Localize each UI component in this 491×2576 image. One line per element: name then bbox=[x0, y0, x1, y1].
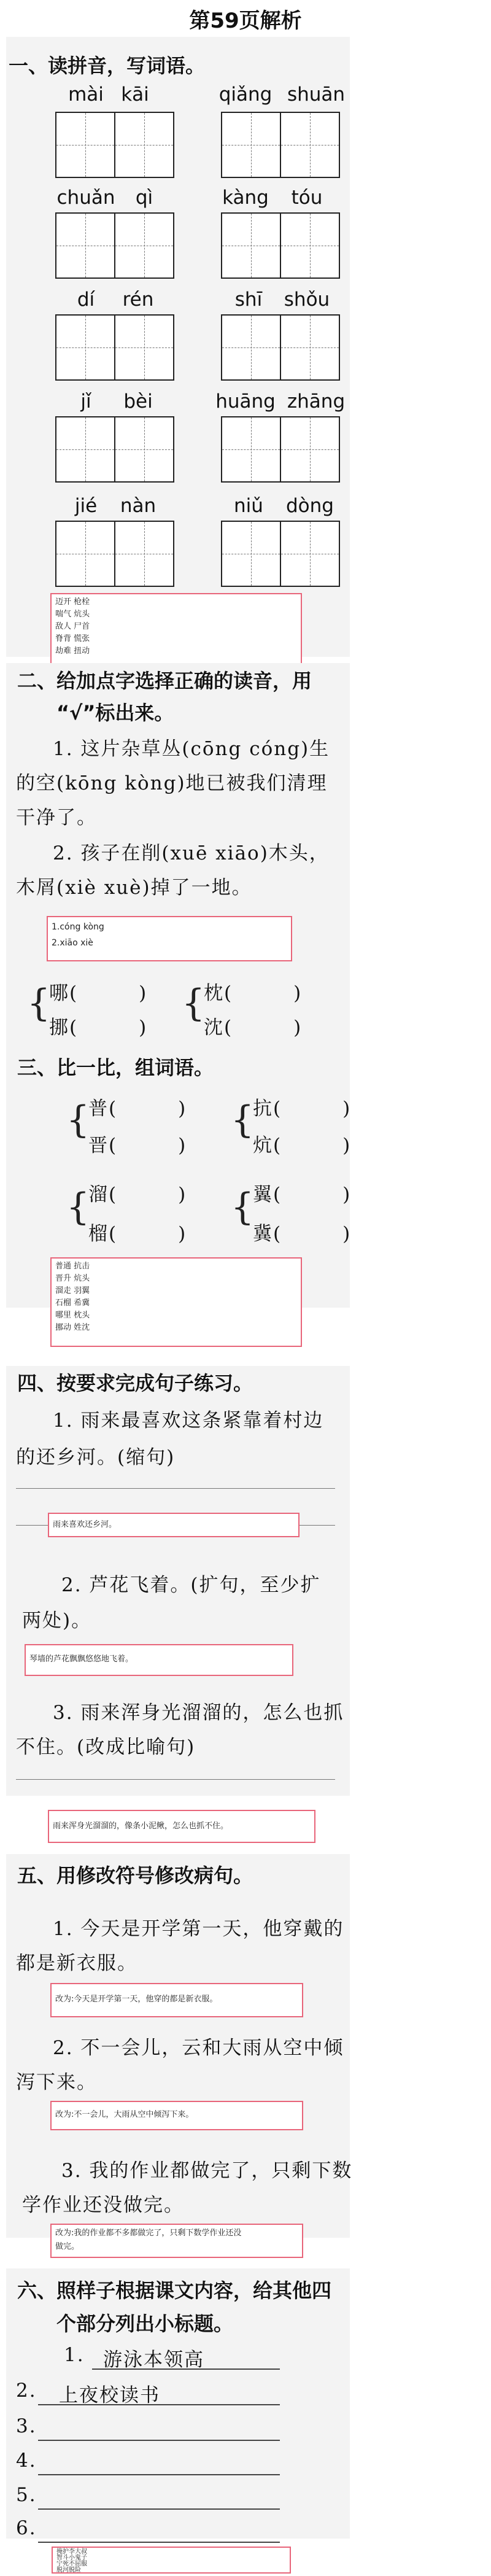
char-item: 榴( ) bbox=[88, 1223, 187, 1245]
answer-box: 琴墙的芦花飘飘悠悠地飞着。 bbox=[25, 1644, 293, 1676]
q-text: 2. 芦花飞着。(扩句，至少扩 bbox=[61, 1574, 321, 1596]
answer-rule bbox=[16, 1488, 335, 1489]
answer-line: 挪动 姓沈 bbox=[55, 1323, 90, 1332]
section-1-heading: 一、读拼音，写词语。 bbox=[9, 54, 206, 77]
pinyin: jié bbox=[74, 495, 98, 517]
answer-box bbox=[47, 916, 292, 961]
char-item: 晋( ) bbox=[88, 1135, 187, 1157]
q-text: 的还乡河。(缩句) bbox=[16, 1446, 176, 1468]
answer-line: 脊背 慌张 bbox=[55, 634, 90, 643]
tianzi-grid[interactable] bbox=[221, 112, 340, 178]
subtitle-line[interactable] bbox=[38, 2450, 280, 2475]
answer-box: 雨来喜欢还乡河。 bbox=[48, 1513, 300, 1537]
tianzi-grid[interactable] bbox=[221, 314, 340, 381]
q-text: 学作业还没做完。 bbox=[22, 2194, 184, 2216]
subtitle-number: 2. bbox=[16, 2380, 37, 2402]
q-text: 3. 雨来浑身光溜溜的，怎么也抓 bbox=[53, 1702, 344, 1724]
subtitle-line[interactable] bbox=[38, 2415, 280, 2441]
brace: { bbox=[231, 1185, 255, 1228]
subtitle-number: 3. bbox=[16, 2415, 37, 2437]
tianzi-grid[interactable] bbox=[55, 212, 174, 279]
section-2-heading: 二、给加点字选择正确的读音，用 bbox=[17, 669, 312, 692]
answer-box: 改为:今天是开学第一天，他穿的都是新衣服。 bbox=[50, 1983, 303, 2017]
pinyin: kàng bbox=[222, 187, 269, 209]
answer-line: 迈开 枪栓 bbox=[55, 597, 90, 607]
char-item: 溜( ) bbox=[88, 1184, 187, 1206]
subtitle-number: 6. bbox=[16, 2517, 37, 2539]
section-6-heading-cont: 个部分列出小标题。 bbox=[56, 2312, 234, 2335]
answer-box: 雨来浑身光溜溜的，像条小泥鳅，怎么也抓不住。 bbox=[48, 1810, 315, 1843]
tianzi-grid[interactable] bbox=[55, 112, 174, 178]
answer-rule bbox=[16, 1779, 335, 1780]
brace: { bbox=[182, 982, 206, 1025]
subtitle-number: 1. bbox=[64, 2344, 85, 2366]
answer-line: 普通 抗击 bbox=[55, 1262, 90, 1271]
q-text: 不住。(改成比喻句) bbox=[16, 1736, 196, 1758]
pinyin: tóu bbox=[291, 187, 323, 209]
pinyin: nàn bbox=[120, 495, 157, 517]
char-item: 翼( ) bbox=[253, 1184, 352, 1206]
section-5-heading: 五、用修改符号修改病句。 bbox=[17, 1864, 253, 1887]
pinyin: qì bbox=[135, 187, 153, 209]
answer-line: 晋升 炕头 bbox=[55, 1274, 90, 1283]
section-6-heading: 六、照样子根据课文内容，给其他四 bbox=[17, 2279, 332, 2302]
pinyin: huāng bbox=[215, 390, 276, 413]
tianzi-grid[interactable] bbox=[55, 314, 174, 381]
pinyin: shī bbox=[234, 289, 263, 311]
char-item: 冀( ) bbox=[253, 1223, 352, 1245]
char-item: 普( ) bbox=[88, 1098, 187, 1120]
q-text: 1. 今天是开学第一天，他穿戴的 bbox=[53, 1918, 344, 1940]
answer-line: 改为:我的作业都不多都做完了，只剩下数学作业还没 bbox=[55, 2229, 242, 2238]
answer-line: 石榴 希冀 bbox=[55, 1298, 90, 1308]
char-item: 挪( ) bbox=[49, 1017, 148, 1039]
tianzi-grid[interactable] bbox=[55, 521, 174, 587]
answer-box bbox=[50, 1257, 302, 1347]
tianzi-grid[interactable] bbox=[55, 416, 174, 483]
pinyin: shuān bbox=[287, 83, 346, 106]
answer-line: 宁死不屈服 bbox=[56, 2561, 87, 2567]
q-text: 2. 孩子在削(xuē xiāo)木头， bbox=[53, 842, 330, 864]
pinyin: dòng bbox=[286, 495, 334, 517]
q-text: 3. 我的作业都做完了，只剩下数 bbox=[61, 2160, 353, 2182]
pinyin: shǒu bbox=[284, 289, 330, 311]
subtitle-line[interactable] bbox=[38, 2517, 280, 2543]
q-text: 木屑(xiè xuè)掉了一地。 bbox=[16, 877, 252, 899]
q-text: 2. 不一会儿，云和大雨从空中倾 bbox=[53, 2037, 344, 2059]
q-text: 干净了。 bbox=[16, 807, 97, 829]
section-3-heading: 三、比一比，组词语。 bbox=[17, 1056, 214, 1079]
subtitle-line[interactable]: 游泳本领高 bbox=[92, 2344, 280, 2370]
q-text: 两处)。 bbox=[22, 1610, 92, 1632]
pinyin: chuǎn bbox=[56, 187, 115, 209]
q-text: 的空(kōng kòng)地已被我们清理 bbox=[16, 772, 328, 794]
char-item: 炕( ) bbox=[253, 1135, 352, 1157]
page-title: 第59页解析 bbox=[189, 9, 302, 33]
tianzi-grid[interactable] bbox=[221, 416, 340, 483]
answer-box bbox=[52, 2547, 291, 2574]
answer-box: 改为:不一会儿，大雨从空中倾泻下来。 bbox=[50, 2101, 303, 2130]
pinyin: niǔ bbox=[234, 495, 263, 517]
char-item: 哪( ) bbox=[49, 982, 148, 1004]
subtitle-line[interactable]: 上夜校读书 bbox=[38, 2380, 280, 2405]
answer-line: 喘气 炕头 bbox=[55, 610, 90, 619]
answer-line: 溜走 羽翼 bbox=[55, 1286, 90, 1295]
q-text: 1. 雨来最喜欢这条紧靠着村边 bbox=[53, 1410, 324, 1432]
subtitle-number: 4. bbox=[16, 2450, 37, 2472]
q-text: 泻下来。 bbox=[16, 2071, 97, 2093]
pinyin: dí bbox=[77, 289, 95, 311]
tianzi-grid[interactable] bbox=[221, 521, 340, 587]
brace: { bbox=[66, 1098, 90, 1141]
pinyin: mài bbox=[68, 83, 104, 106]
answer-line: 1.cóng kòng bbox=[52, 922, 104, 932]
subtitle-number: 5. bbox=[16, 2484, 37, 2506]
section-4-heading: 四、按要求完成句子练习。 bbox=[17, 1371, 253, 1395]
section-2-heading-cont: “√”标出来。 bbox=[56, 701, 174, 724]
answer-line: 脱河脱险 bbox=[56, 2567, 81, 2574]
pinyin: zhāng bbox=[287, 390, 346, 413]
q-text: 都是新衣服。 bbox=[16, 1952, 137, 1974]
answer-line: 掩护李大叔 bbox=[56, 2548, 87, 2555]
answer-line: 做完。 bbox=[55, 2242, 80, 2251]
pinyin: rén bbox=[122, 289, 154, 311]
answer-box bbox=[50, 2224, 303, 2258]
subtitle-line[interactable] bbox=[38, 2484, 280, 2510]
answer-line: 哪里 枕头 bbox=[55, 1311, 90, 1320]
answer-line: 劫难 扭动 bbox=[55, 646, 90, 656]
pinyin: qiǎng bbox=[218, 83, 273, 106]
brace: { bbox=[27, 982, 51, 1025]
pinyin: jǐ bbox=[80, 390, 91, 413]
tianzi-grid[interactable] bbox=[221, 212, 340, 279]
char-item: 抗( ) bbox=[253, 1098, 352, 1120]
q-text: 1. 这片杂草丛(cōng cóng)生 bbox=[53, 738, 330, 760]
answer-line: 敌人 尸首 bbox=[55, 622, 90, 631]
answer-line: 2.xiāo xiè bbox=[52, 938, 93, 948]
pinyin: bèi bbox=[123, 390, 153, 413]
brace: { bbox=[231, 1098, 255, 1141]
char-item: 沈( ) bbox=[204, 1017, 303, 1039]
char-item: 枕( ) bbox=[204, 982, 303, 1004]
pinyin: kāi bbox=[121, 83, 149, 106]
answer-line: 智斗小鬼子 bbox=[56, 2555, 87, 2561]
brace: { bbox=[66, 1185, 90, 1228]
